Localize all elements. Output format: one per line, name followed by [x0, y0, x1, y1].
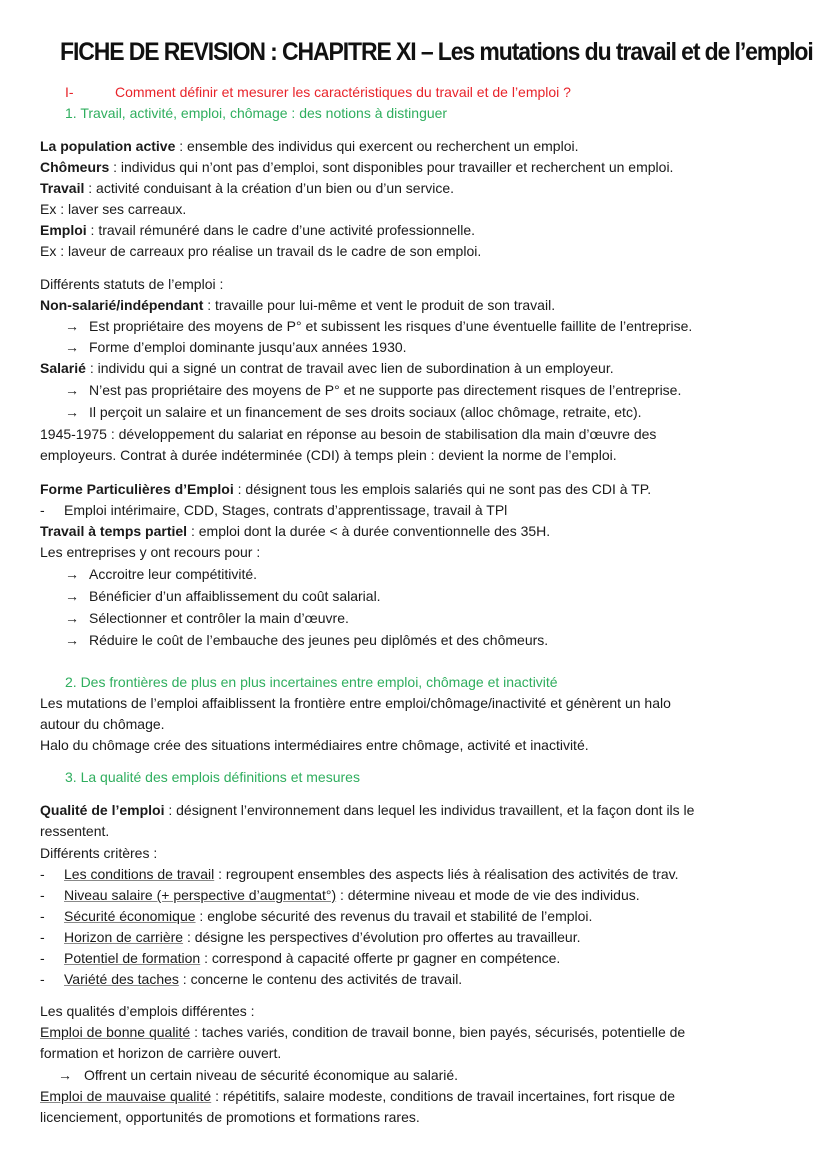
arrow-icon: →	[65, 610, 79, 626]
dash-icon: -	[40, 866, 45, 882]
bullet-item: → Bénéficier d’un affaiblissement du coût salarial.	[65, 588, 381, 604]
dash-icon: -	[40, 950, 45, 966]
paragraph-line: ressentent.	[40, 823, 110, 839]
paragraph-line: Halo du chômage crée des situations intermédiaires entre chômage, activité et inactivité.	[40, 737, 589, 753]
bullet-item: → Accroitre leur compétitivité.	[65, 566, 258, 582]
criterion-item: - Les conditions de travail : regroupent ensembles des aspects liés à réalisation des activités de trav.	[40, 866, 679, 882]
bullet-item: → Réduire le coût de l’embauche des jeunes peu diplômés et des chômeurs.	[65, 632, 549, 648]
paragraph-line: formation et horizon de carrière ouvert.	[40, 1045, 282, 1061]
criterion-item: - Sécurité économique : englobe sécurité des revenus du travail et stabilité de l’emploi.	[40, 908, 593, 924]
arrow-icon: →	[65, 339, 79, 355]
criteres-intro: Différents critères :	[40, 845, 158, 861]
recours-intro: Les entreprises y ont recours pour :	[40, 544, 261, 560]
criterion-item: - Potentiel de formation : correspond à capacité offerte pr gagner en compétence.	[40, 950, 561, 966]
dash-icon: -	[40, 908, 45, 924]
history-line: 1945-1975 : développement du salariat en réponse au besoin de stabilisation dla main d’œuvre des	[40, 426, 657, 442]
arrow-icon: →	[65, 382, 79, 398]
page-title: FICHE DE REVISION : CHAPITRE XI – Les mutations du travail et de l’emploi	[60, 38, 813, 66]
bullet-item: → Sélectionner et contrôler la main d’œuvre.	[65, 610, 349, 626]
definition-emploi: Emploi : travail rémunéré dans le cadre d’une activité professionnelle.	[40, 222, 475, 238]
criterion-item: - Niveau salaire (+ perspective d’augmentat°) : détermine niveau et mode de vie des individus.	[40, 887, 640, 903]
arrow-icon: →	[58, 1067, 72, 1083]
definition-travail: Travail : activité conduisant à la création d’un bien ou d’un service.	[40, 180, 455, 196]
paragraph-line: autour du chômage.	[40, 716, 165, 732]
definition-mauvaise-qualite: Emploi de mauvaise qualité : répétitifs, salaire modeste, conditions de travail incertaines, fort risque de	[40, 1088, 676, 1104]
history-line: employeurs. Contrat à durée indéterminée (CDI) à temps plein : devient la norme de l’emploi.	[40, 447, 617, 463]
definition-salarie: Salarié : individu qui a signé un contrat de travail avec lien de subordination à un employeur.	[40, 360, 614, 376]
dash-icon: -	[40, 929, 45, 945]
definition-population-active: La population active : ensemble des individus qui exercent ou recherchent un emploi.	[40, 138, 579, 154]
definition-temps-partiel: Travail à temps partiel : emploi dont la durée < à durée conventionnelle des 35H.	[40, 523, 551, 539]
bullet-item: - Emploi intérimaire, CDD, Stages, contrats d’apprentissage, travail à TPl	[40, 502, 508, 518]
arrow-icon: →	[65, 632, 79, 648]
arrow-icon: →	[65, 318, 79, 334]
paragraph-line: licenciement, opportunités de promotions et formations rares.	[40, 1109, 420, 1125]
section-heading-I: I- Comment définir et mesurer les caractéristiques du travail et de l’emploi ?	[65, 84, 571, 100]
subsection-heading-3: 3. La qualité des emplois définitions et mesures	[65, 769, 360, 785]
definition-bonne-qualite: Emploi de bonne qualité : taches variés, condition de travail bonne, bien payés, sécurisés, potentielle de	[40, 1024, 686, 1040]
bullet-item: → Forme d’emploi dominante jusqu’aux années 1930.	[65, 339, 407, 355]
subsection-heading-2: 2. Des frontières de plus en plus incertaines entre emploi, chômage et inactivité	[65, 674, 558, 690]
definition-qualite: Qualité de l’emploi : désignent l’environnement dans lequel les individus travaillent, et la façon dont ils le	[40, 802, 695, 818]
definition-chomeurs: Chômeurs : individus qui n’ont pas d’emploi, sont disponibles pour travailler et recherchent un emploi.	[40, 159, 674, 175]
criterion-item: - Horizon de carrière : désigne les perspectives d’évolution pro offertes au travailleur.	[40, 929, 581, 945]
bullet-item: → Il perçoit un salaire et un financement de ses droits sociaux (alloc chômage, retraite, etc).	[65, 404, 642, 420]
bullet-item: → N’est pas propriétaire des moyens de P° et ne supporte pas directement risques de l’entreprise.	[65, 382, 682, 398]
definition-non-salarie: Non-salarié/indépendant : travaille pour lui-même et vent le produit de son travail.	[40, 297, 556, 313]
criterion-item: - Variété des taches : concerne le contenu des activités de travail.	[40, 971, 463, 987]
bullet-item: → Offrent un certain niveau de sécurité économique au salarié.	[58, 1067, 459, 1083]
dash-icon: -	[40, 502, 45, 518]
dash-icon: -	[40, 971, 45, 987]
bullet-item: → Est propriétaire des moyens de P° et subissent les risques d’une éventuelle faillite de l’entreprise.	[65, 318, 693, 334]
example-emploi: Ex : laveur de carreaux pro réalise un travail ds le cadre de son emploi.	[40, 243, 482, 259]
definition-fpe: Forme Particulières d’Emploi : désignent tous les emplois salariés qui ne sont pas des CDI à TP.	[40, 481, 652, 497]
subsection-heading-1: 1. Travail, activité, emploi, chômage : des notions à distinguer	[65, 105, 448, 121]
arrow-icon: →	[65, 588, 79, 604]
paragraph-line: Les mutations de l’emploi affaiblissent la frontière entre emploi/chômage/inactivité et génèrent un halo	[40, 695, 671, 711]
types-intro: Les qualités d’emplois différentes :	[40, 1003, 255, 1019]
statuts-intro: Différents statuts de l’emploi :	[40, 276, 224, 292]
arrow-icon: →	[65, 404, 79, 420]
dash-icon: -	[40, 887, 45, 903]
arrow-icon: →	[65, 566, 79, 582]
example-travail: Ex : laver ses carreaux.	[40, 201, 187, 217]
